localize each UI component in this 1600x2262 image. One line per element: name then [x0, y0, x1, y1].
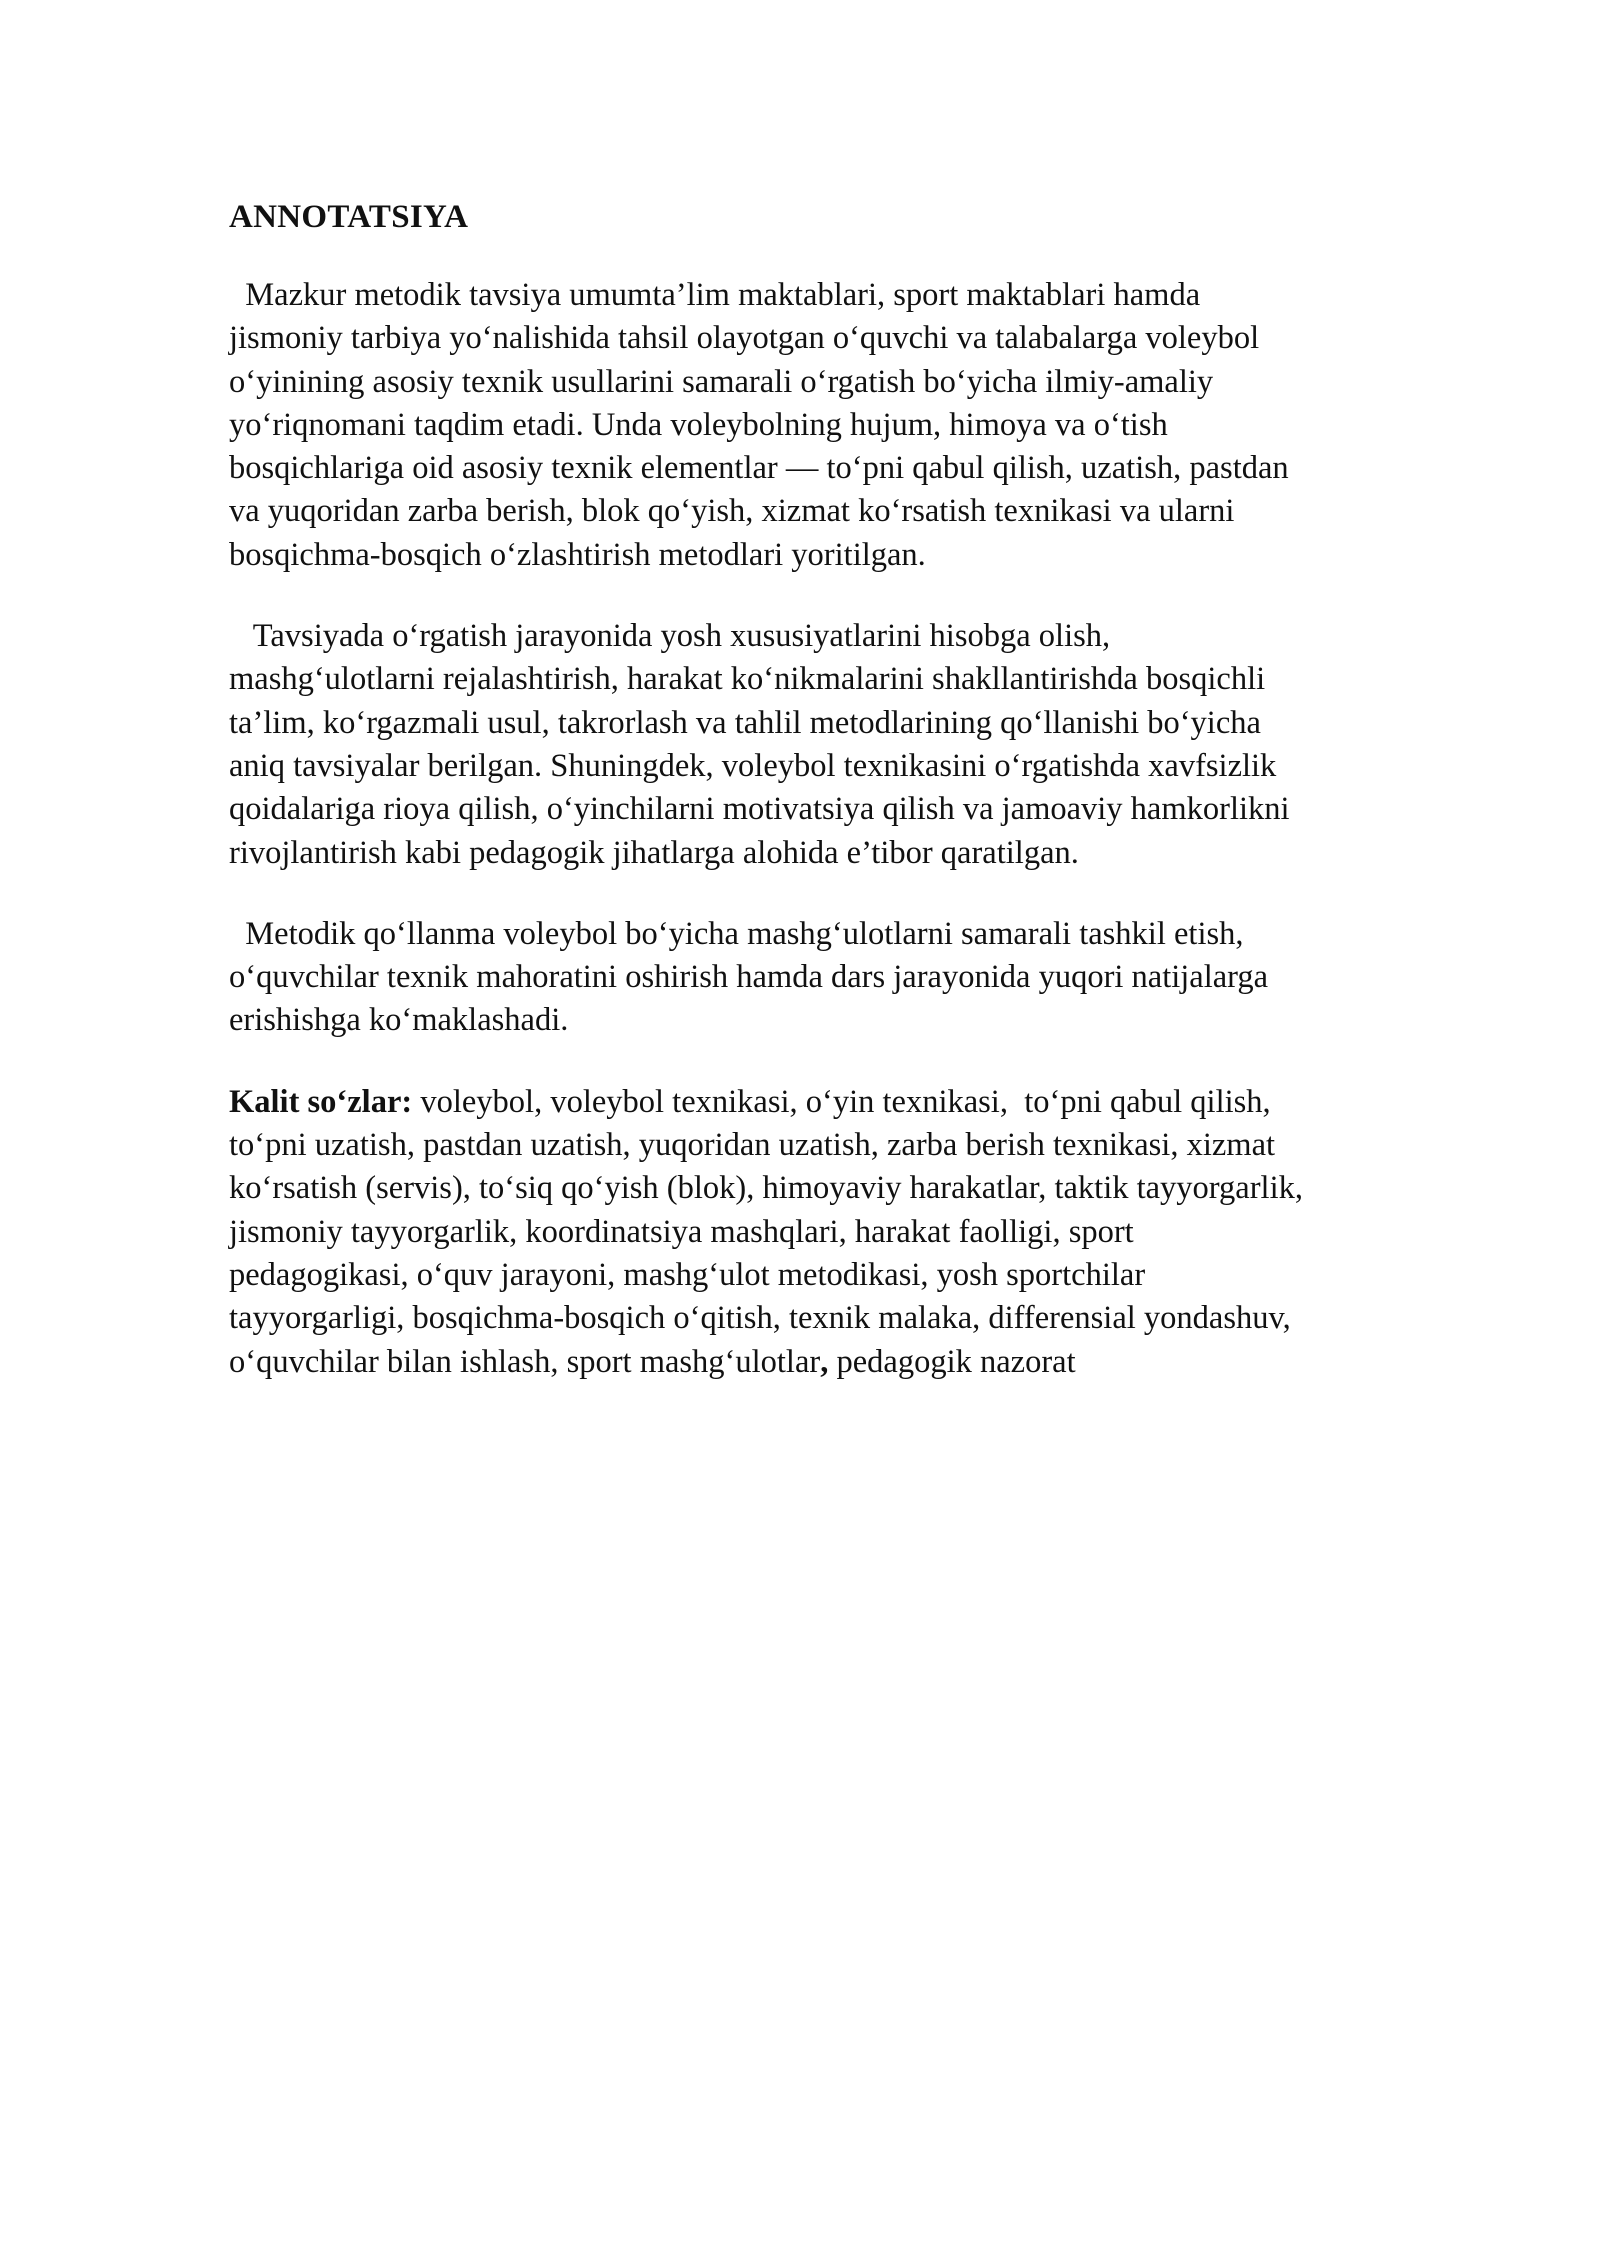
- text-line: o‘yinining asosiy texnik usullarini samarali o‘rgatish bo‘yicha ilmiy-amaliy: [229, 363, 1214, 400]
- text-line: bosqichma-bosqich o‘zlashtirish metodlari yoritilgan.: [229, 536, 926, 573]
- text-line: ko‘rsatish (servis), to‘siq qo‘yish (blok), himoyaviy harakatlar, taktik tayyorgarlik,: [229, 1170, 1303, 1207]
- keywords-text: pedagogik nazorat: [828, 1343, 1076, 1380]
- text-line: Metodik qo‘llanma voleybol bo‘yicha mashg‘ulotlarni samarali tashkil etish,: [229, 915, 1244, 952]
- paragraph-spacer: [229, 1043, 1489, 1081]
- page-title: ANNOTATSIYA: [229, 199, 469, 235]
- keywords-text: voleybol, voleybol texnikasi, o‘yin texnikasi, to‘pni qabul qilish,: [412, 1083, 1271, 1120]
- text-line: rivojlantirish kabi pedagogik jihatlarga alohida e’tibor qaratilgan.: [229, 834, 1079, 871]
- text-line: Mazkur metodik tavsiya umumta’lim maktablari, sport maktablari hamda: [229, 277, 1201, 313]
- text-line: qoidalariga rioya qilish, o‘yinchilarni motivatsiya qilish va jamoaviy hamkorlikni: [229, 791, 1290, 828]
- annotation-paragraph-2: [229, 615, 1489, 875]
- paragraph-spacer: [229, 577, 1489, 615]
- text-line: aniq tavsiyalar berilgan. Shuningdek, voleybol texnikasini o‘rgatishda xavfsizlik: [229, 747, 1277, 784]
- text-line: mashg‘ulotlarni rejalashtirish, harakat ko‘nikmalarini shakllantirishda bosqichli: [229, 661, 1266, 698]
- annotation-paragraph-1: [229, 274, 1489, 577]
- text-line: tayyorgarligi, bosqichma-bosqich o‘qitish, texnik malaka, differensial yondashuv,: [229, 1300, 1291, 1337]
- keywords-first-line: [229, 1081, 1489, 1124]
- document-page: [229, 196, 1489, 1384]
- text-line: o‘quvchilar texnik mahoratini oshirish hamda dars jarayonida yuqori natijalarga: [229, 959, 1269, 996]
- keywords-paragraph: [229, 1081, 1489, 1384]
- text-line: pedagogikasi, o‘quv jarayoni, mashg‘ulot metodikasi, yosh sportchilar: [229, 1256, 1146, 1293]
- text-line: jismoniy tarbiya yo‘nalishida tahsil olayotgan o‘quvchi va talabalarga voleybol: [229, 320, 1260, 357]
- text-line: jismoniy tayyorgarlik, koordinatsiya mashqlari, harakat faolligi, sport: [229, 1213, 1134, 1250]
- keywords-label: Kalit so‘zlar:: [229, 1083, 413, 1120]
- text-line: ta’lim, ko‘rgazmali usul, takrorlash va tahlil metodlarining qo‘llanishi bo‘yicha: [229, 704, 1261, 741]
- text-line: Tavsiyada o‘rgatish jarayonida yosh xususiyatlarini hisobga olish,: [229, 618, 1111, 655]
- text-line: va yuqoridan zarba berish, blok qo‘yish, xizmat ko‘rsatish texnikasi va ularni: [229, 493, 1235, 530]
- paragraph-spacer: [229, 875, 1489, 913]
- annotation-paragraph-3: [229, 913, 1489, 1043]
- keywords-bold-comma: ,: [820, 1343, 829, 1380]
- keywords-text: o‘quvchilar bilan ishlash, sport mashg‘ulotlar: [229, 1343, 821, 1380]
- keywords-last-line: [229, 1341, 1489, 1384]
- text-line: erishishga ko‘maklashadi.: [229, 1002, 569, 1039]
- text-line: yo‘riqnomani taqdim etadi. Unda voleybolning hujum, himoya va o‘tish: [229, 406, 1168, 443]
- text-line: bosqichlariga oid asosiy texnik elementlar — to‘pni qabul qilish, uzatish, pastdan: [229, 450, 1289, 487]
- text-line: to‘pni uzatish, pastdan uzatish, yuqoridan uzatish, zarba berish texnikasi, xizmat: [229, 1127, 1276, 1164]
